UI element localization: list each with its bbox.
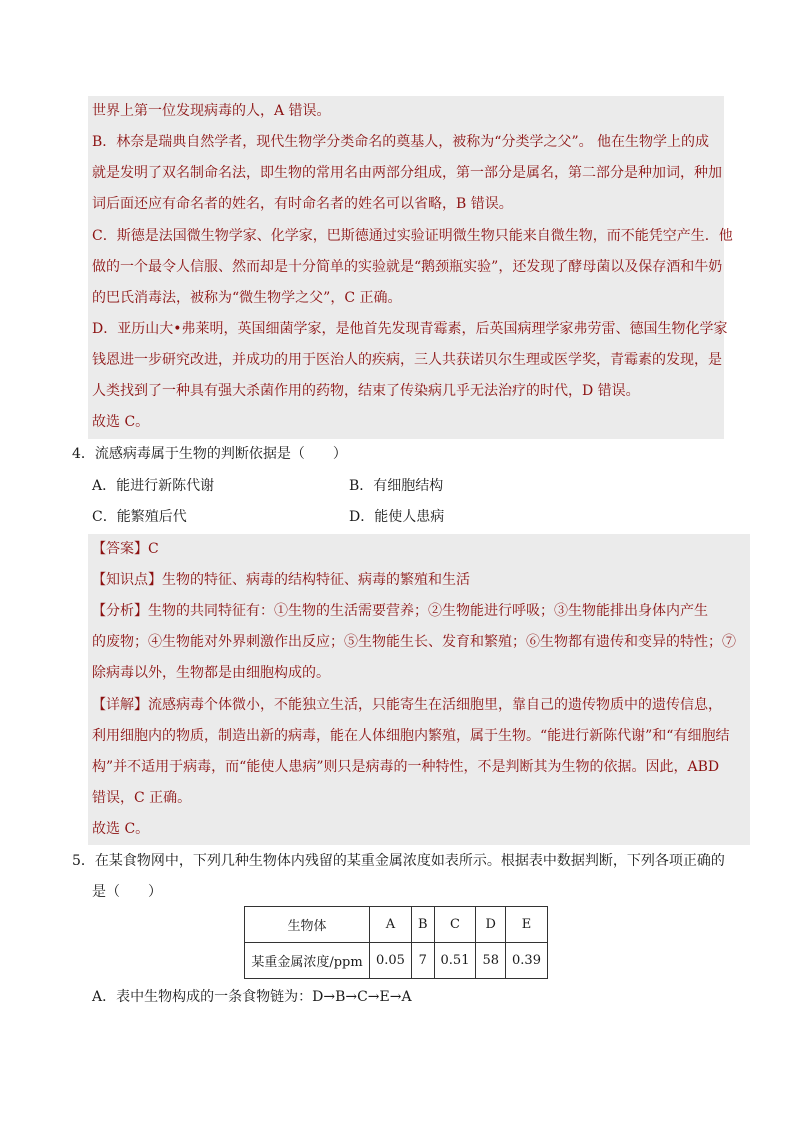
prev-answer-line: 钱恩进一步研究改进，并成功的用于医治人的疾病，三人共获诺贝尔生理或医学奖，青霉素的发现，是 <box>92 352 722 368</box>
q5-stem-cont: 是（ ） <box>92 884 162 900</box>
table-cell: 58 <box>476 943 506 979</box>
q4-knowledge-point <box>92 570 470 590</box>
table-cell: E <box>506 907 548 943</box>
analysis-text: 生物的共同特征有：①生物的生活需要营养；②生物能进行呼吸；③生物能排出身体内产生 <box>148 603 708 619</box>
knowledge-text: 生物的特征、病毒的结构特征、病毒的繁殖和生活 <box>162 572 470 588</box>
analysis-tag: 【分析】 <box>92 603 148 619</box>
table-cell: 生物体 <box>245 907 370 943</box>
table-cell: B <box>411 907 434 943</box>
q4-analysis-line: 除病毒以外，生物都是由细胞构成的。 <box>92 665 330 681</box>
q4-detail-line: 错误，C 正确。 <box>92 790 192 806</box>
table-cell: 7 <box>411 943 434 979</box>
detail-text: 流感病毒个体微小，不能独立生活，只能寄生在活细胞里，靠自己的遗传物质中的遗传信息， <box>148 697 722 713</box>
table-row <box>245 943 548 979</box>
q4-answer <box>92 539 159 559</box>
prev-answer-line: 故选 C。 <box>92 414 150 430</box>
q4-analysis <box>92 601 708 621</box>
prev-answer-line: 就是发明了双名制命名法，即生物的常用名由两部分组成，第一部分是属名，第二部分是种加词，种加 <box>92 165 722 181</box>
prev-answer-line: C．斯德是法国微生物学家、化学家，巴斯德通过实验证明微生物只能来自微生物，而不能凭空产生．他 <box>92 228 733 244</box>
knowledge-tag: 【知识点】 <box>92 572 162 588</box>
table-cell: A <box>370 907 412 943</box>
q5-option-a: A．表中生物构成的一条食物链为：D→B→C→E→A <box>92 989 412 1005</box>
q5-stem: 5．在某食物网中，下列几种生物体内残留的某重金属浓度如表所示。根据表中数据判断，下列各项正确的 <box>72 853 725 869</box>
table-cell: 0.51 <box>434 943 476 979</box>
prev-answer-line: 人类找到了一种具有强大杀菌作用的药物，结束了传染病几乎无法治疗的时代，D 错误。 <box>92 383 640 399</box>
prev-answer-line: 词后面还应有命名者的姓名，有时命名者的姓名可以省略，B 错误。 <box>92 196 513 212</box>
prev-answer-line: D．亚历山大•弗莱明，英国细菌学家，是他首先发现青霉素，后英国病理学家弗劳雷、德国生物化学家 <box>92 321 728 337</box>
table-cell: 0.39 <box>506 943 548 979</box>
table-cell: D <box>476 907 506 943</box>
prev-answer-line: B．林奈是瑞典自然学者，现代生物学分类命名的奠基人，被称为“分类学之父”。 他在生物学上的成 <box>92 134 710 150</box>
answer-value: C <box>148 541 159 557</box>
q4-option-a: A．能进行新陈代谢 <box>92 478 215 494</box>
q4-option-b: B．有细胞结构 <box>349 478 444 494</box>
prev-answer-line: 世界上第一位发现病毒的人，A 错误。 <box>92 103 331 119</box>
q4-option-c: C．能繁殖后代 <box>92 509 187 525</box>
q4-analysis-line: 的废物；④生物能对外界刺激作出反应；⑤生物能生长、发育和繁殖；⑥生物都有遗传和变异的特性；⑦ <box>92 634 736 650</box>
q4-option-d: D．能使人患病 <box>349 509 445 525</box>
q4-conclusion: 故选 C。 <box>92 821 150 837</box>
heavy-metal-table <box>244 906 548 979</box>
q4-detail-line: 构”并不适用于病毒，而“能使人患病”则只是病毒的一种特性，不是判断其为生物的依据。因此，ABD <box>92 759 720 775</box>
table-cell: C <box>434 907 476 943</box>
table-header-row <box>245 907 548 943</box>
q4-detail-line: 利用细胞内的物质，制造出新的病毒，能在人体细胞内繁殖，属于生物。“能进行新陈代谢”和“有细胞结 <box>92 728 730 744</box>
answer-tag: 【答案】 <box>92 541 148 557</box>
table-cell: 某重金属浓度/ppm <box>245 943 370 979</box>
q4-detail <box>92 695 722 715</box>
prev-answer-line: 做的一个最令人信服、然而却是十分简单的实验就是“鹅颈瓶实验”，还发现了酵母菌以及保存酒和牛奶 <box>92 259 723 275</box>
q4-stem: 4．流感病毒属于生物的判断依据是（ ） <box>72 446 347 462</box>
detail-tag: 【详解】 <box>92 697 148 713</box>
table-cell: 0.05 <box>370 943 412 979</box>
prev-answer-line: 的巴氏消毒法，被称为“微生物学之父”，C 正确。 <box>92 290 402 306</box>
